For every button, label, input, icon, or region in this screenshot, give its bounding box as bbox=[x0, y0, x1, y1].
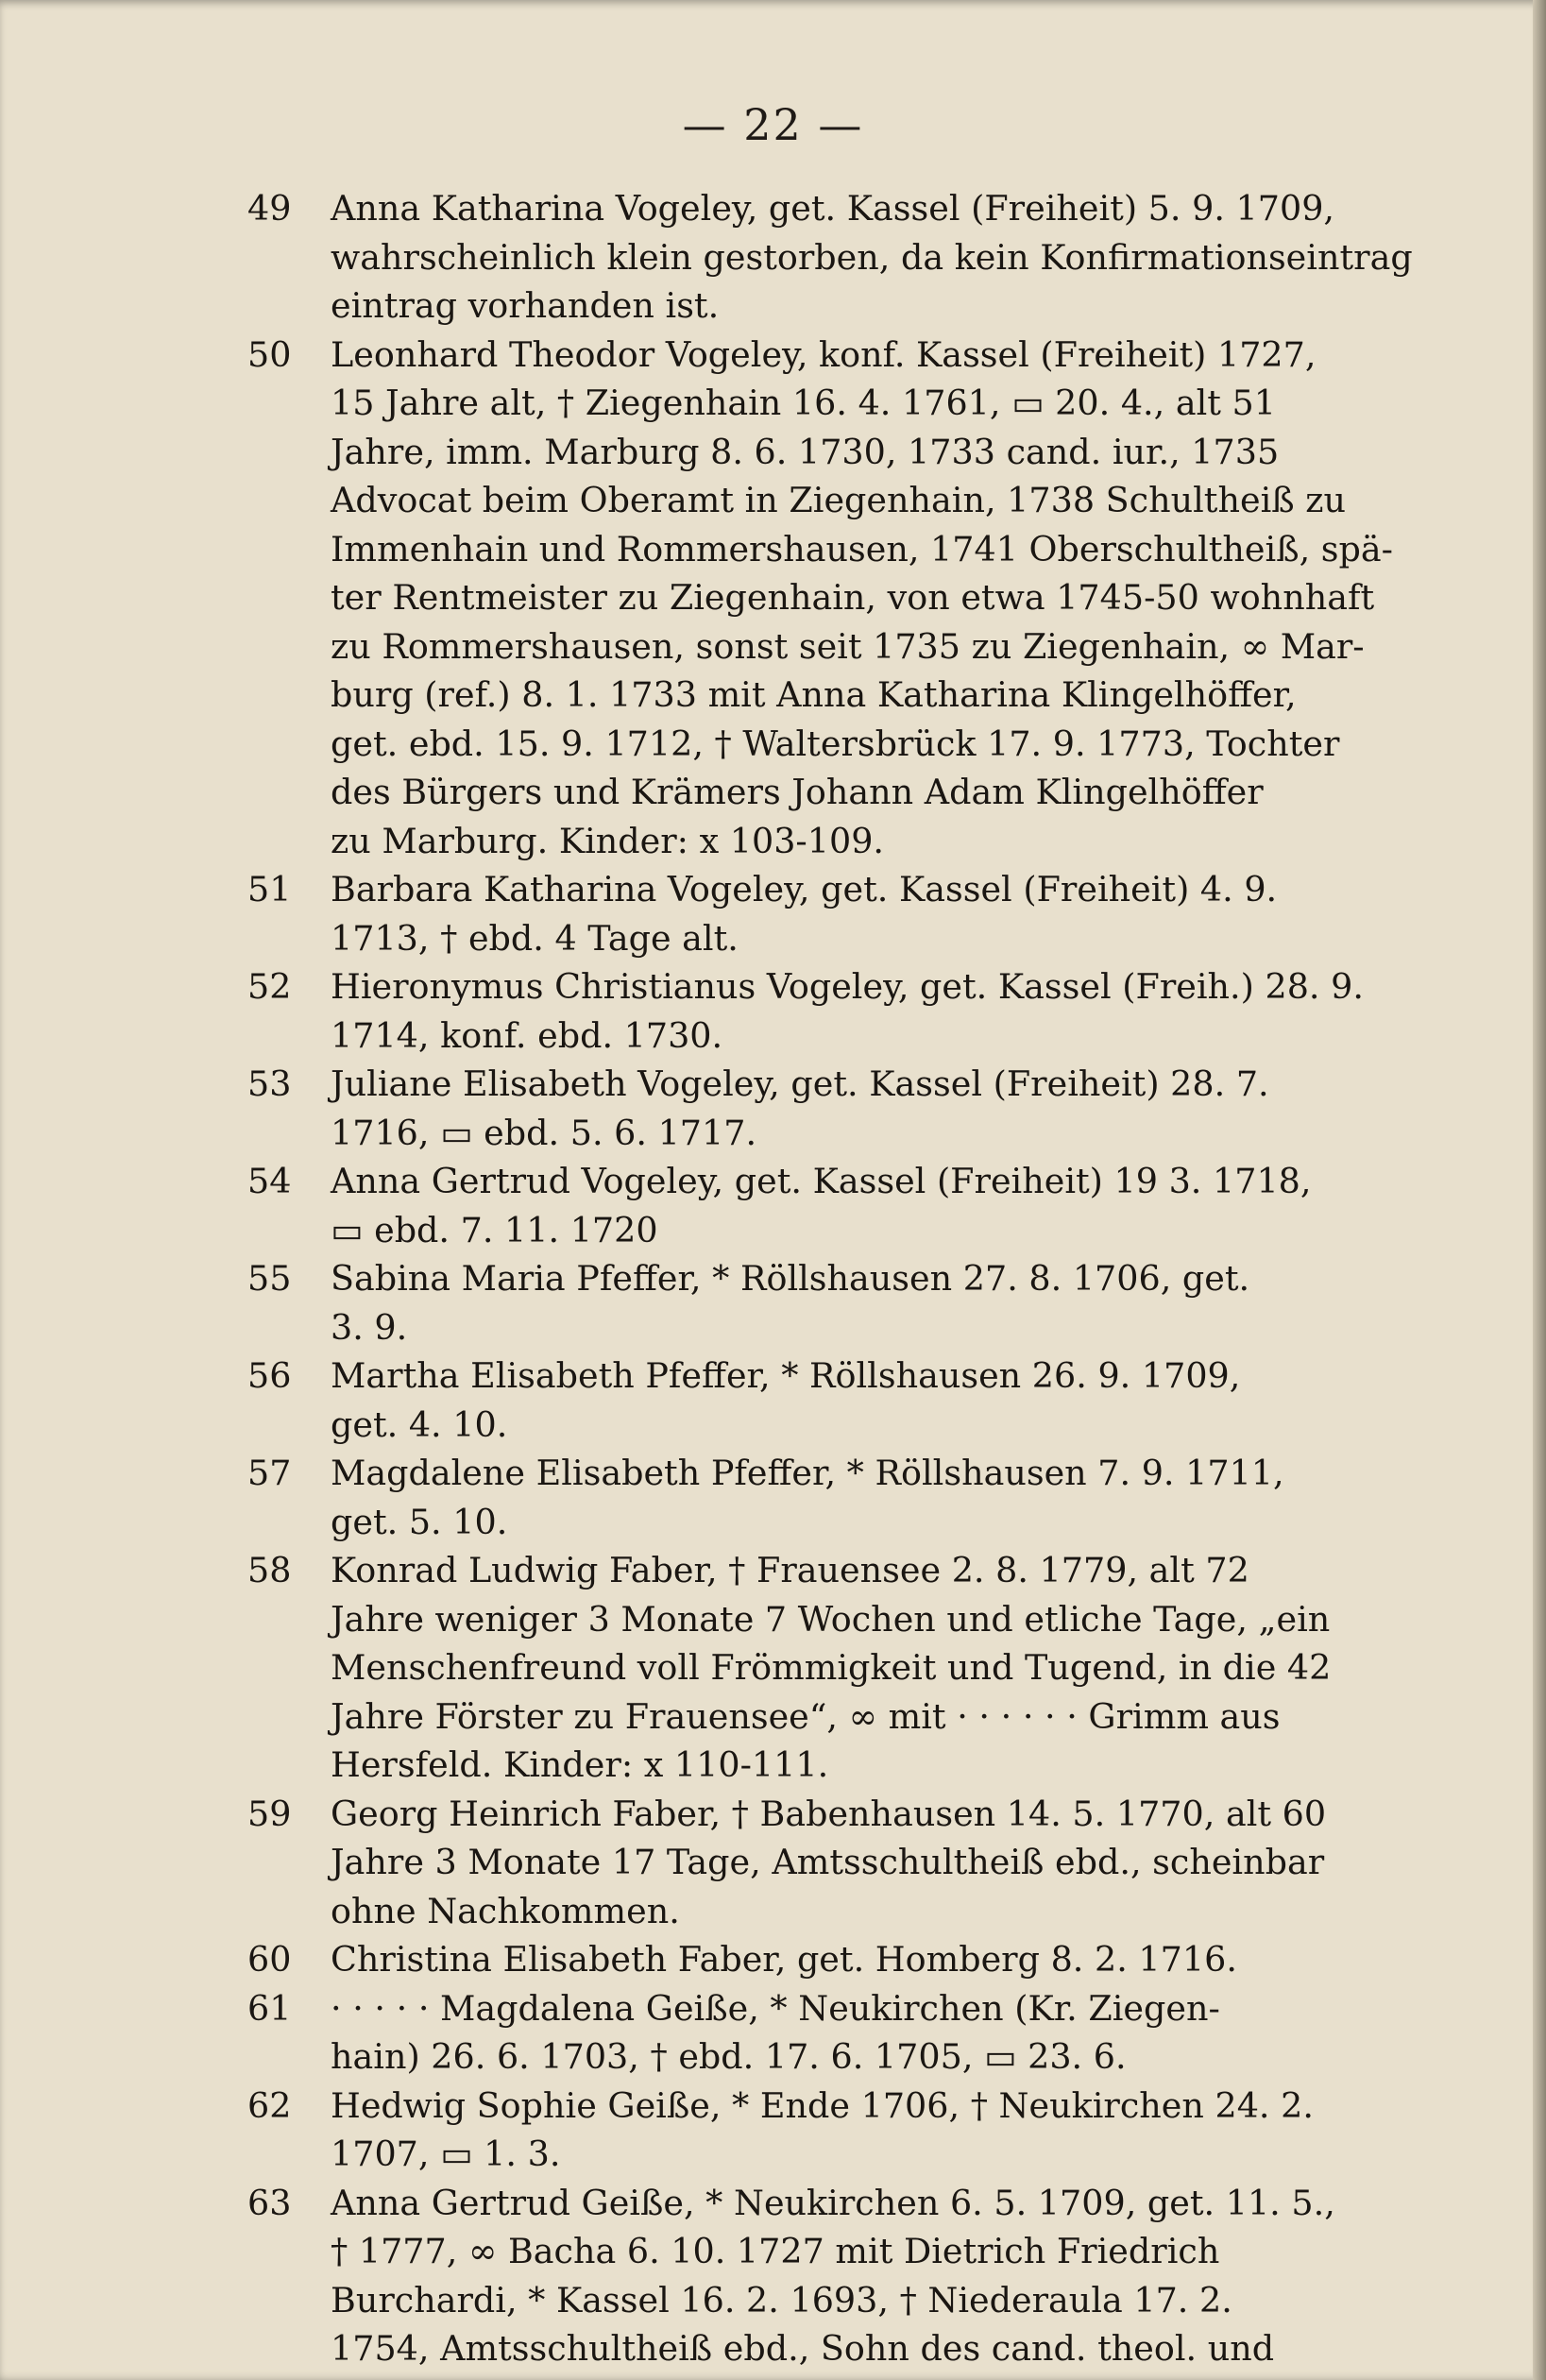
entry-text-line: zu Marburg. Kinder: x 103-109. bbox=[331, 820, 885, 861]
genealogy-entry bbox=[247, 962, 1417, 1060]
genealogy-entry bbox=[247, 1984, 1417, 2082]
genealogy-entry bbox=[247, 1157, 1417, 1254]
entry-text-line: Jahre, imm. Marburg 8. 6. 1730, 1733 cand. iur., 1735 bbox=[331, 431, 1280, 472]
entry-text-line: Magdalene Elisabeth Pfeffer, * Röllshausen 7. 9. 1711, bbox=[331, 1453, 1284, 1493]
entry-text-line: ter Rentmeister zu Ziegenhain, von etwa 1745-50 wohnhaft bbox=[331, 577, 1375, 618]
entry-number: 53 bbox=[247, 1063, 292, 1104]
entry-text-line: 1713, † ebd. 4 Tage alt. bbox=[331, 917, 739, 959]
entry-text-line: get. ebd. 15. 9. 1712, † Waltersbrück 17. 9. 1773, Tochter bbox=[331, 722, 1340, 764]
entry-text-line: Juliane Elisabeth Vogeley, get. Kassel (Freiheit) 28. 7. bbox=[331, 1063, 1269, 1104]
page-edge bbox=[1533, 0, 1546, 2380]
genealogy-entry bbox=[247, 1060, 1417, 1157]
entry-number: 62 bbox=[247, 2084, 292, 2126]
entry-text-line: Sabina Maria Pfeffer, * Röllshausen 27. 8. 1706, get. bbox=[331, 1258, 1250, 1299]
entry-text-line: Jahre Förster zu Frauensee“, ∞ mit · · · · · · Grimm aus bbox=[331, 1695, 1281, 1737]
entry-number: 60 bbox=[247, 1939, 292, 1980]
entry-text-line: eintrag vorhanden ist. bbox=[331, 285, 720, 326]
genealogy-entry bbox=[247, 184, 1417, 331]
genealogy-entry bbox=[247, 1254, 1417, 1352]
entry-text-line: Anna Gertrud Vogeley, get. Kassel (Freiheit) 19 3. 1718, bbox=[331, 1161, 1312, 1201]
entry-text-line: Leonhard Theodor Vogeley, konf. Kassel (Freiheit) 1727, bbox=[331, 333, 1317, 375]
entry-text-line: ▭ ebd. 7. 11. 1720 bbox=[331, 1209, 658, 1250]
entry-text-line: Jahre 3 Monate 17 Tage, Amtsschultheiß ebd., scheinbar bbox=[331, 1842, 1325, 1882]
entry-text-line: Immenhain und Rommershausen, 1741 Oberschultheiß, spä- bbox=[331, 528, 1393, 570]
entry-text-line: Christina Elisabeth Faber, get. Homberg 8. 2. 1716. bbox=[331, 1939, 1237, 1980]
entry-text-line: 1714, konf. ebd. 1730. bbox=[331, 1014, 723, 1056]
entry-text-line: · · · · · Magdalena Geiße, * Neukirchen (Kr. Ziegen- bbox=[331, 1987, 1220, 2029]
entry-text-line: get. 5. 10. bbox=[331, 1501, 508, 1542]
entry-number: 59 bbox=[247, 1793, 292, 1834]
entry-text-line: Martha Elisabeth Pfeffer, * Röllshausen 26. 9. 1709, bbox=[331, 1355, 1241, 1396]
entry-text-line: Jahre weniger 3 Monate 7 Wochen und etliche Tage, „ein bbox=[331, 1598, 1331, 1640]
genealogy-entry bbox=[247, 1935, 1417, 1984]
entry-text-line: Hieronymus Christianus Vogeley, get. Kassel (Freih.) 28. 9. bbox=[331, 966, 1364, 1007]
entry-number: 61 bbox=[247, 1987, 292, 2029]
entry-text-line: † 1777, ∞ Bacha 6. 10. 1727 mit Dietrich Friedrich bbox=[331, 2231, 1220, 2271]
entry-number: 49 bbox=[247, 188, 292, 229]
entry-text-line: Barbara Katharina Vogeley, get. Kassel (Freiheit) 4. 9. bbox=[331, 869, 1278, 910]
entry-number: 54 bbox=[247, 1161, 292, 1201]
entry-text-line: 1754, Amtsschultheiß ebd., Sohn des cand. theol. und bbox=[331, 2328, 1275, 2369]
entry-number: 52 bbox=[247, 966, 292, 1007]
entry-number: 55 bbox=[247, 1258, 292, 1299]
entry-number: 50 bbox=[247, 333, 292, 375]
genealogy-entry bbox=[247, 2082, 1417, 2179]
genealogy-entry bbox=[247, 865, 1417, 962]
genealogy-entry bbox=[247, 1449, 1417, 1546]
genealogy-entries bbox=[247, 184, 1417, 2373]
entry-number: 56 bbox=[247, 1355, 292, 1396]
genealogy-entry bbox=[247, 331, 1417, 866]
entry-number: 63 bbox=[247, 2182, 292, 2223]
genealogy-entry bbox=[247, 2179, 1417, 2373]
entry-text-line: des Bürgers und Krämers Johann Adam Klingelhöffer bbox=[331, 772, 1264, 812]
entry-text-line: Advocat beim Oberamt in Ziegenhain, 1738 Schultheiß zu bbox=[331, 480, 1346, 520]
entry-text-line: Hedwig Sophie Geiße, * Ende 1706, † Neukirchen 24. 2. bbox=[331, 2084, 1314, 2126]
entry-text-line: Burchardi, * Kassel 16. 2. 1693, † Niederaula 17. 2. bbox=[331, 2279, 1232, 2320]
entry-text-line: zu Rommershausen, sonst seit 1735 zu Ziegenhain, ∞ Mar- bbox=[331, 625, 1365, 667]
genealogy-entry bbox=[247, 1352, 1417, 1449]
entry-text-line: get. 4. 10. bbox=[331, 1403, 508, 1445]
entry-text-line: Georg Heinrich Faber, † Babenhausen 14. 5. 1770, alt 60 bbox=[331, 1793, 1327, 1834]
entry-text-line: 15 Jahre alt, † Ziegenhain 16. 4. 1761, ▭ 20. 4., alt 51 bbox=[331, 382, 1277, 423]
entry-text-line: Anna Gertrud Geiße, * Neukirchen 6. 5. 1709, get. 11. 5., bbox=[331, 2182, 1335, 2223]
genealogy-entry bbox=[247, 1790, 1417, 1936]
entry-text-line: hain) 26. 6. 1703, † ebd. 17. 6. 1705, ▭ 23. 6. bbox=[331, 2036, 1127, 2077]
genealogy-entry bbox=[247, 1546, 1417, 1790]
page-number: — 22 — bbox=[682, 99, 864, 150]
entry-text-line: Konrad Ludwig Faber, † Frauensee 2. 8. 1779, alt 72 bbox=[331, 1550, 1249, 1590]
entry-text-line: Hersfeld. Kinder: x 110-111. bbox=[331, 1744, 829, 1785]
entry-text-line: Menschenfreund voll Frömmigkeit und Tugend, in die 42 bbox=[331, 1647, 1332, 1688]
entry-number: 51 bbox=[247, 869, 292, 910]
entry-text-line: 1716, ▭ ebd. 5. 6. 1717. bbox=[331, 1112, 757, 1153]
entry-text-line: ohne Nachkommen. bbox=[331, 1890, 680, 1931]
entry-text-line: wahrscheinlich klein gestorben, da kein Konfirmationseintrag bbox=[331, 236, 1413, 278]
entry-text-line: 3. 9. bbox=[331, 1306, 408, 1348]
entry-text-line: burg (ref.) 8. 1. 1733 mit Anna Katharina Klingelhöffer, bbox=[331, 674, 1297, 715]
entry-text-line: 1707, ▭ 1. 3. bbox=[331, 2134, 561, 2174]
entry-number: 58 bbox=[247, 1550, 292, 1590]
entry-number: 57 bbox=[247, 1453, 292, 1493]
entry-text-line: Anna Katharina Vogeley, get. Kassel (Freiheit) 5. 9. 1709, bbox=[331, 188, 1335, 229]
